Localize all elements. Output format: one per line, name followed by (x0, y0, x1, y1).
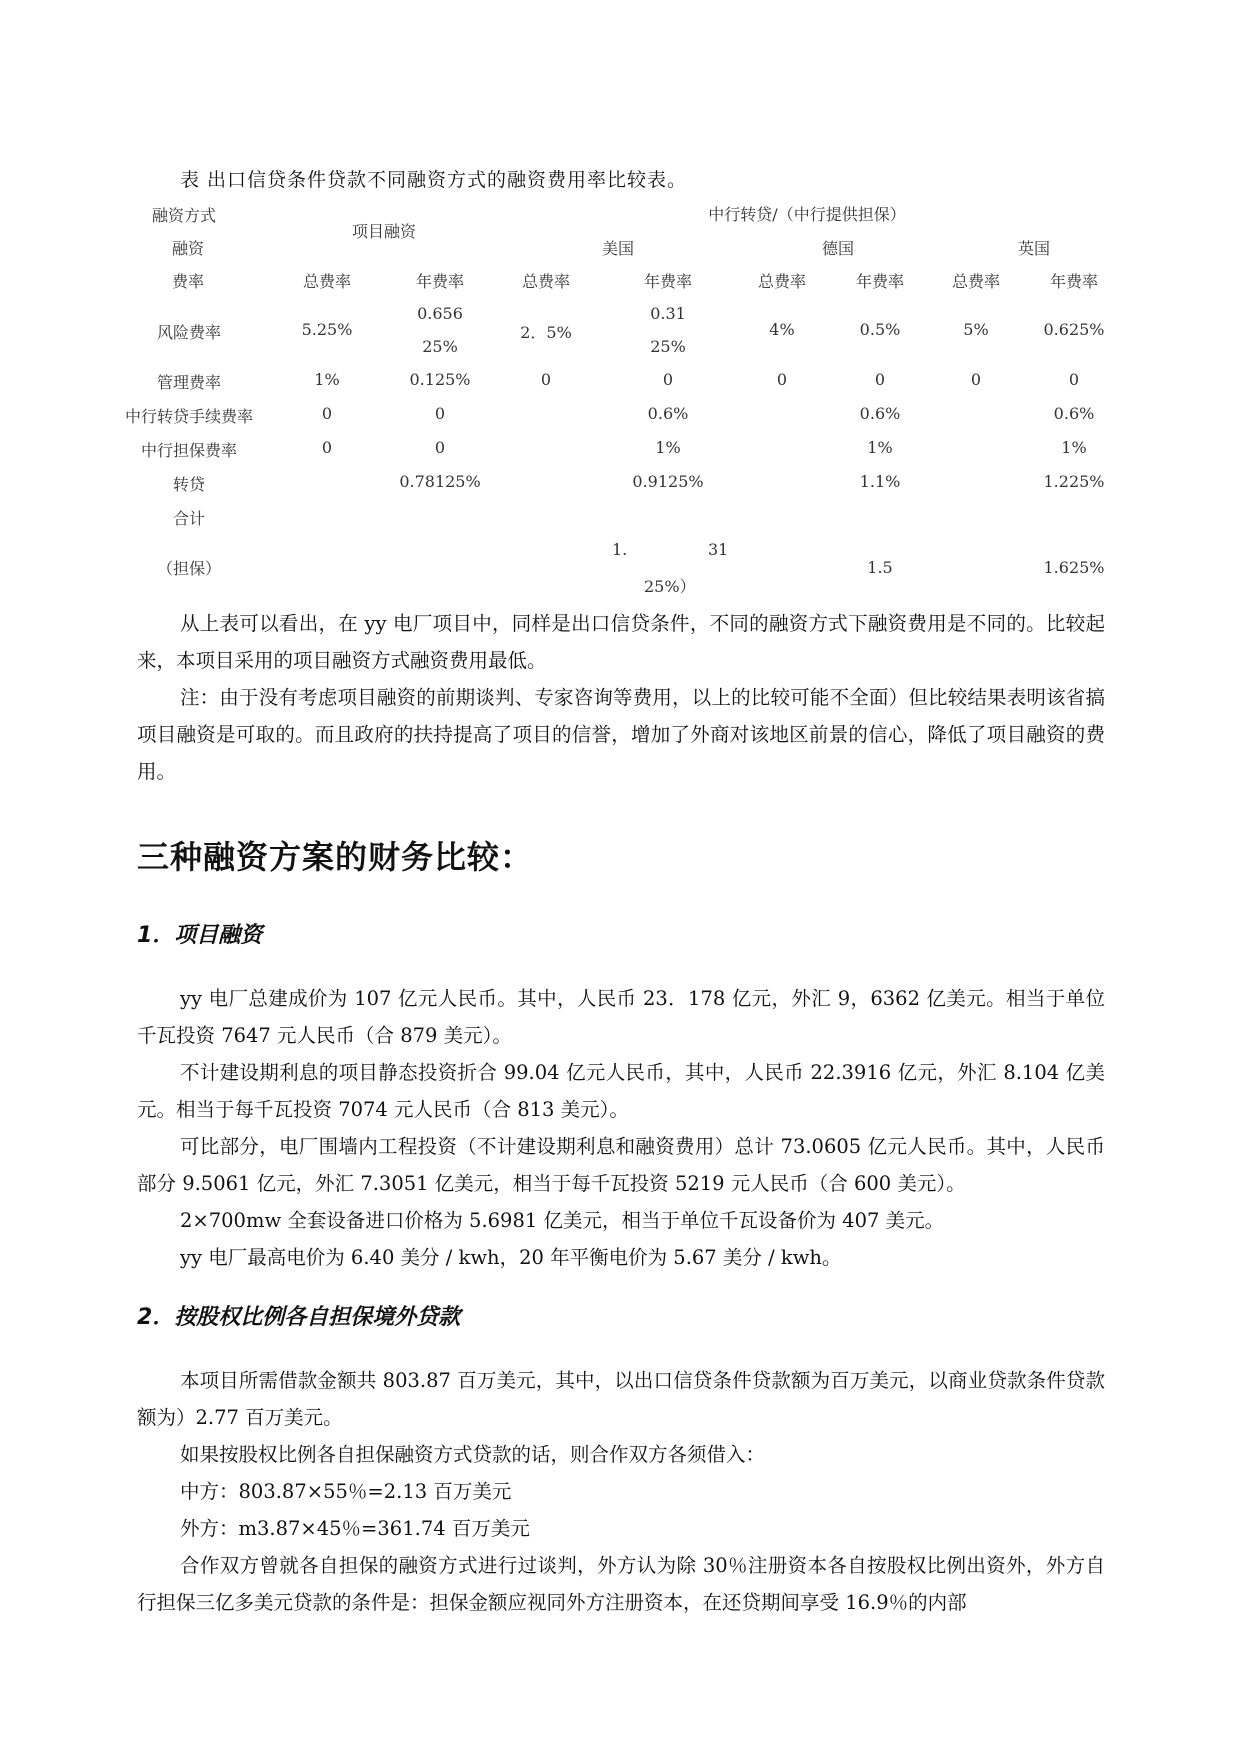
table-cell: 0.31 (650, 304, 686, 323)
header-usa: 美国 (601, 239, 635, 258)
table-cell: 4% (769, 320, 795, 339)
table-cell: 2．5% (520, 323, 572, 342)
table-cell: 0.6% (1053, 404, 1095, 423)
table-cell: 25%） (644, 577, 696, 596)
header-annual-rate: 年费率 (855, 272, 905, 291)
table-cell: 0 (874, 370, 886, 389)
table-cell: 0.625% (1043, 320, 1105, 339)
subsection-2-title: 2．按股权比例各自担保境外贷款 (137, 1305, 461, 1330)
paragraph: 合作双方曾就各自担保的融资方式进行过谈判，外方认为除 30％注册资本各自按股权比例出资外，外方自行担保三亿多美元贷款的条件是：担保金额应视同外方注册资本，在还贷期间享受 16.9％的内部 (137, 1554, 1105, 1614)
header-row-label-2: 融资 (172, 239, 205, 258)
paragraph: 2×700mw 全套设备进口价格为 5.6981 亿美元，相当于单位千瓦设备价为 407 美元。 (180, 1209, 945, 1232)
table-cell: 0 (776, 370, 788, 389)
paragraph: 可比部分，电厂围墙内工程投资（不计建设期利息和融资费用）总计 73.0605 亿元人民币。其中，人民币部分 9.5061 亿元，外汇 7.3051 亿美元，相当于每千瓦投资 5219 元人民币（合 600 美元）。 (137, 1135, 1105, 1195)
table-cell: 0 (540, 370, 552, 389)
paragraph: yy 电厂最高电价为 6.40 美分 / kwh，20 年平衡电价为 5.67 美分 / kwh。 (180, 1246, 842, 1269)
table-cell: 1.625% (1043, 558, 1105, 577)
table-cell: 0.78125% (399, 472, 481, 491)
table-cell: 1.225% (1043, 472, 1105, 491)
subsection-1-title: 1．项目融资 (137, 923, 263, 948)
paragraph: 从上表可以看出，在 yy 电厂项目中，同样是出口信贷条件，不同的融资方式下融资费用是不同的。比较起来，本项目采用的项目融资方式融资费用最低。 (137, 612, 1105, 672)
table-cell: 0.125% (409, 370, 471, 389)
table-cell: 1.5 (867, 558, 893, 577)
paragraph: 如果按股权比例各自担保融资方式贷款的话，则合作双方各须借入： (180, 1443, 766, 1466)
header-total-rate: 总费率 (302, 272, 352, 291)
row-label-guarantee: （担保） (156, 559, 222, 578)
table-cell: 25% (650, 337, 686, 356)
header-annual-rate: 年费率 (643, 272, 693, 291)
paragraph: 中方：803.87×55％=2.13 百万美元 (180, 1480, 512, 1503)
table-cell: 0 (321, 404, 333, 423)
row-label-guarantee-fee: 中行担保费率 (140, 441, 238, 460)
table-cell: 0.6% (647, 404, 689, 423)
header-annual-rate: 年费率 (1049, 272, 1099, 291)
paragraph: 注：由于没有考虑项目融资的前期谈判、专家咨询等费用，以上的比较可能不全面）但比较结果表明该省搞项目融资是可取的。而且政府的扶持提高了项目的信誉，增加了外商对该地区前景的信心，降低了项目融资的费用。 (137, 686, 1105, 783)
header-row-label-3: 费率 (172, 272, 205, 291)
table-cell: 0.656 (417, 304, 463, 323)
header-boc-group: 中行转贷/（中行提供担保） (708, 205, 906, 224)
paragraph: 本项目所需借款金额共 803.87 百万美元，其中，以出口信贷条件贷款额为百万美元，以商业贷款条件贷款额为）2.77 百万美元。 (137, 1369, 1105, 1429)
table-cell: 0 (434, 438, 446, 457)
row-label-management: 管理费率 (156, 373, 222, 392)
header-uk: 英国 (1017, 239, 1051, 258)
top-paragraphs (137, 605, 1105, 790)
table-cell: 0.9125% (632, 472, 704, 491)
row-label-risk: 风险费率 (156, 323, 222, 342)
table-cell: 1% (1061, 438, 1087, 457)
table-cell: 0.5% (859, 320, 901, 339)
table-cell: 0 (434, 404, 446, 423)
header-germany: 德国 (821, 239, 855, 258)
row-label-relending-fee: 中行转贷手续费率 (124, 407, 254, 426)
table-cell: 25% (422, 337, 458, 356)
header-total-rate: 总费率 (521, 272, 571, 291)
paragraph: yy 电厂总建成价为 107 亿元人民币。其中，人民币 23．178 亿元，外汇 9，6362 亿美元。相当于单位千瓦投资 7647 元人民币（合 879 美元）。 (137, 987, 1105, 1047)
table-cell: 0 (970, 370, 982, 389)
subsection-1-body (137, 980, 1105, 1276)
table-cell: 1% (314, 370, 340, 389)
table-cell: 1% (867, 438, 893, 457)
table-cell: 0 (662, 370, 674, 389)
table-cell: 0.6% (859, 404, 901, 423)
header-row-label-1: 融资方式 (152, 206, 217, 225)
table-cell: 1.1% (859, 472, 901, 491)
header-total-rate: 总费率 (757, 272, 807, 291)
header-total-rate: 总费率 (951, 272, 1001, 291)
table-cell: 5% (963, 320, 989, 339)
paragraph: 不计建设期利息的项目静态投资折合 99.04 亿元人民币，其中，人民币 22.3916 亿元，外汇 8.104 亿美元。相当于每千瓦投资 7074 元人民币（合 813 美元）。 (137, 1061, 1105, 1121)
header-annual-rate: 年费率 (415, 272, 465, 291)
table-cell: 5.25% (301, 320, 353, 339)
section-title: 三种融资方案的财务比较： (137, 838, 534, 876)
subsection-2-body (137, 1362, 1105, 1621)
header-project-finance: 项目融资 (351, 222, 417, 241)
table-cell: 1% (655, 438, 681, 457)
table-caption: 表 出口信贷条件贷款不同融资方式的融资费用率比较表。 (180, 169, 688, 191)
table-cell: 31 (708, 540, 729, 559)
table-cell: 0 (321, 438, 333, 457)
table-cell: 1. (612, 540, 628, 559)
paragraph: 外方：m3.87×45％=361.74 百万美元 (180, 1517, 530, 1540)
table-cell: 0 (1068, 370, 1080, 389)
row-label-relending: 转贷 (172, 475, 206, 494)
row-label-total: 合计 (172, 509, 206, 528)
